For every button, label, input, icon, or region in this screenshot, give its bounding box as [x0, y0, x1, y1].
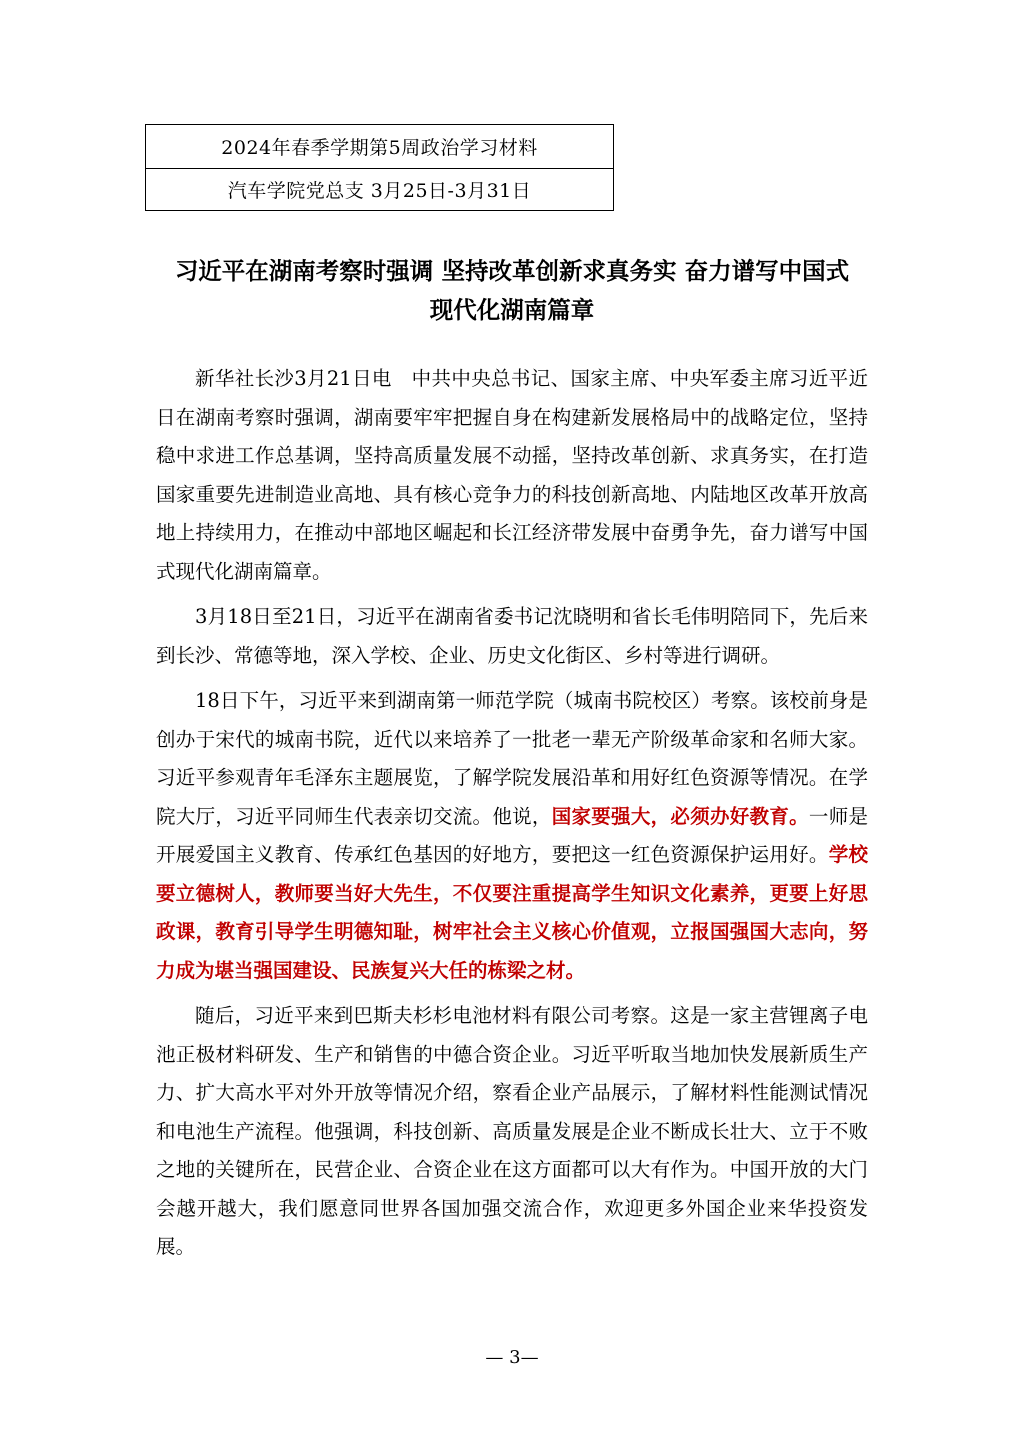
- study-material-header-box: [145, 124, 614, 211]
- article-title-line-2: 现代化湖南篇章: [429, 296, 595, 324]
- article-body: [156, 360, 868, 1274]
- article-title: [130, 252, 894, 330]
- paragraph-3-text-a: 18日下午，习近平来到湖南第一师范学院（城南书院校区）考察。该校前身是创办于宋代的城南书院，近代以来培养了一批老一辈无产阶级革命家和名师大家。习近平参观青年毛泽东主题展览，了解学院发展沿革和用好红色资源等情况。在学院大厅，习近平同师生代表亲切交流。他说，: [156, 689, 868, 828]
- paragraph-3: [156, 682, 868, 990]
- paragraph-3-text-c: 一师是开展爱国主义教育、传承红色基因的好地方，要把这一红色资源保护运用好。: [156, 804, 868, 866]
- header-branch-date: 汽车学院党总支 3月25日-3月31日: [146, 168, 613, 212]
- paragraph-4: 随后，习近平来到巴斯夫杉杉电池材料有限公司考察。这是一家主营锂离子电池正极材料研发、生产和销售的中德合资企业。习近平听取当地加快发展新质生产力、扩大高水平对外开放等情况介绍，察看企业产品展示，了解材料性能测试情况和电池生产流程。他强调，科技创新、高质量发展是企业不断成长壮大、立于不败之地的关键所在，民营企业、合资企业在这方面都可以大有作为。中国开放的大门会越开越大，我们愿意同世界各国加强交流合作，欢迎更多外国企业来华投资发展。: [156, 1004, 868, 1258]
- article-title-line-1: 习近平在湖南考察时强调 坚持改革创新求真务实 奋力谱写中国式: [174, 257, 850, 285]
- header-material-title: 2024年春季学期第5周政治学习材料: [221, 136, 538, 159]
- paragraph-2: 3月18日至21日，习近平在湖南省委书记沈晓明和省长毛伟明陪同下，先后来到长沙、常德等地，深入学校、企业、历史文化街区、乡村等进行调研。: [156, 605, 868, 667]
- paragraph-1: 新华社长沙3月21日电 中共中央总书记、国家主席、中央军委主席习近平近日在湖南考察时强调，湖南要牢牢把握自身在构建新发展格局中的战略定位，坚持稳中求进工作总基调，坚持高质量发展不动摇，坚持改革创新、求真务实，在打造国家重要先进制造业高地、具有核心竞争力的科技创新高地、内陆地区改革开放高地上持续用力，在推动中部地区崛起和长江经济带发展中奋勇争先，奋力谱写中国式现代化湖南篇章。: [156, 367, 868, 583]
- paragraph-3-highlight-2: 学校要立德树人，教师要当好大先生，不仅要注重提高学生知识文化素养，更要上好思政课，教育引导学生明德知耻，树牢社会主义核心价值观，立报国强国大志向，努力成为堪当强国建设、民族复兴大任的栋梁之材。: [156, 843, 868, 982]
- page-number: — 3—: [485, 1347, 539, 1368]
- paragraph-3-highlight-1: 国家要强大，必须办好教育。: [551, 804, 809, 828]
